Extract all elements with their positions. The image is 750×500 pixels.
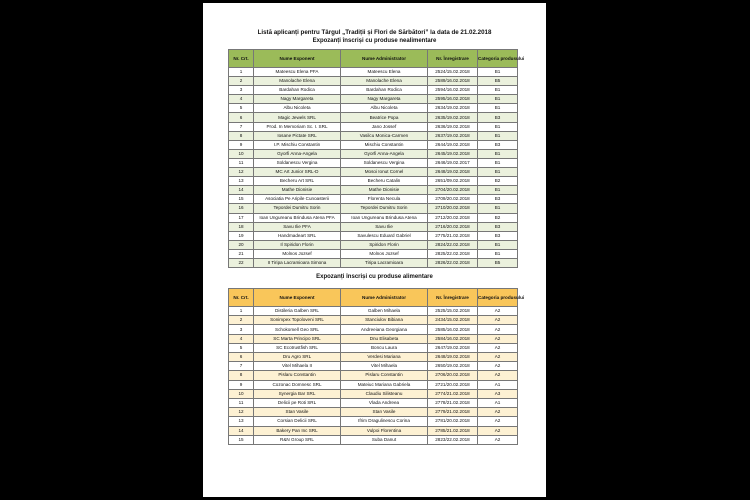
cell-nr-crt: 15 bbox=[229, 435, 254, 444]
table-row bbox=[229, 240, 518, 249]
cell-nr-inregistrare: 2704/20.02.2018 bbox=[428, 186, 478, 195]
cell-categoria: B1 bbox=[478, 168, 518, 177]
table-row bbox=[229, 177, 518, 186]
cell-nume-administrator: Mischiu Constantin bbox=[341, 140, 428, 149]
cell-nume-exponent: Gyorfi Anna-Angela bbox=[254, 149, 341, 158]
cell-nume-exponent: Molnos Jozsef bbox=[254, 249, 341, 258]
cell-nr-crt: 1 bbox=[229, 68, 254, 77]
cell-categoria: B1 bbox=[478, 95, 518, 104]
cell-nr-inregistrare: 2716/20.02.2018 bbox=[428, 222, 478, 231]
cell-nr-crt: 14 bbox=[229, 426, 254, 435]
cell-nr-inregistrare: 2524/15.02.2018 bbox=[428, 68, 478, 77]
cell-nume-administrator: Dnu Elisabeta bbox=[341, 334, 428, 343]
cell-nume-exponent: Mathe Dionisie bbox=[254, 186, 341, 195]
cell-nume-exponent: R&N Group SRL bbox=[254, 435, 341, 444]
cell-categoria: B1 bbox=[478, 68, 518, 77]
cell-categoria: B1 bbox=[478, 122, 518, 131]
header-nume-administrator: Nume Administrator bbox=[341, 50, 428, 68]
table-row bbox=[229, 231, 518, 240]
cell-nr-inregistrare: 2594/16.02.2018 bbox=[428, 86, 478, 95]
document-page bbox=[203, 3, 546, 497]
header-nume-exponent: Nume Exponent bbox=[254, 50, 341, 68]
cell-nr-inregistrare: 2709/20.02.2018 bbox=[428, 195, 478, 204]
table-row bbox=[229, 213, 518, 222]
cell-nr-crt: 19 bbox=[229, 231, 254, 240]
cell-nr-crt: 12 bbox=[229, 408, 254, 417]
cell-nume-administrator: Galben Mihaela bbox=[341, 307, 428, 316]
cell-nr-inregistrare: 2584/16.02.2018 bbox=[428, 334, 478, 343]
cell-categoria: A2 bbox=[478, 426, 518, 435]
cell-nr-crt: 15 bbox=[229, 195, 254, 204]
cell-nume-exponent: Prod. In Memoriam Sc. I. SRL bbox=[254, 122, 341, 131]
cell-nr-crt: 14 bbox=[229, 186, 254, 195]
cell-nr-crt: 21 bbox=[229, 249, 254, 258]
cell-nr-crt: 11 bbox=[229, 158, 254, 167]
cell-nr-inregistrare: 2434/15.02.2018 bbox=[428, 316, 478, 325]
cell-nume-administrator: Vasilcu Monica-Carmen bbox=[341, 131, 428, 140]
header-nr-crt: Nr. Crt. bbox=[229, 50, 254, 68]
table-body-alimentare bbox=[229, 307, 518, 445]
cell-categoria: B1 bbox=[478, 249, 518, 258]
cell-nume-exponent: Iosane Pictate SRL bbox=[254, 131, 341, 140]
cell-categoria: B3 bbox=[478, 195, 518, 204]
table-row bbox=[229, 86, 518, 95]
cell-nume-exponent: SC Ecotrustfish SRL bbox=[254, 343, 341, 352]
table-nealimentare bbox=[228, 49, 525, 268]
cell-nr-crt: 2 bbox=[229, 316, 254, 325]
table-row bbox=[229, 398, 518, 407]
cell-nume-exponent: Albu Nicoleta bbox=[254, 104, 341, 113]
cell-categoria: A1 bbox=[478, 380, 518, 389]
cell-nume-exponent: Schokomell Geo SRL bbox=[254, 325, 341, 334]
cell-nr-inregistrare: 2823/22.02.2018 bbox=[428, 435, 478, 444]
cell-categoria: A2 bbox=[478, 371, 518, 380]
cell-nume-administrator: Andreeiana Georgiana bbox=[341, 325, 428, 334]
cell-nume-exponent: Vitel Mihaela II bbox=[254, 362, 341, 371]
cell-nr-crt: 12 bbox=[229, 168, 254, 177]
cell-nr-crt: 11 bbox=[229, 398, 254, 407]
cell-nume-exponent: Mateescu Elena PFA bbox=[254, 68, 341, 77]
cell-nume-exponent: Savu Ilie PFA bbox=[254, 222, 341, 231]
cell-nr-crt: 6 bbox=[229, 353, 254, 362]
cell-nr-inregistrare: 2651/09.02.2018 bbox=[428, 177, 478, 186]
cell-nume-exponent: II Tiripa Lacramioara Simona bbox=[254, 258, 341, 267]
cell-nr-inregistrare: 2650/19.02.2018 bbox=[428, 362, 478, 371]
cell-categoria: A2 bbox=[478, 435, 518, 444]
table-row bbox=[229, 168, 518, 177]
cell-nr-crt: 6 bbox=[229, 113, 254, 122]
cell-nr-inregistrare: 2824/22.02.2018 bbox=[428, 240, 478, 249]
cell-categoria: B3 bbox=[478, 231, 518, 240]
table-row bbox=[229, 258, 518, 267]
cell-nr-inregistrare: 2644/19.02.2018 bbox=[428, 140, 478, 149]
cell-nr-crt: 8 bbox=[229, 371, 254, 380]
document-title: Listă aplicanți pentru Târgul „Tradiții și Flori de Sărbători” la data de 21.02.2018 bbox=[257, 29, 492, 36]
cell-nume-exponent: Manolache Elena bbox=[254, 77, 341, 86]
cell-nr-inregistrare: 2721/20.02.2018 bbox=[428, 380, 478, 389]
cell-nume-administrator: Tepordei Dumitru Sorin bbox=[341, 204, 428, 213]
cell-nr-inregistrare: 2525/15.02.2018 bbox=[428, 307, 478, 316]
cell-nume-exponent: Il Spiridon Florin bbox=[254, 240, 341, 249]
cell-nume-exponent: Sonimpex Topoloveni SRL bbox=[254, 316, 341, 325]
table-row bbox=[229, 77, 518, 86]
cell-categoria: A2 bbox=[478, 408, 518, 417]
cell-nr-crt: 5 bbox=[229, 343, 254, 352]
cell-nr-crt: 17 bbox=[229, 213, 254, 222]
cell-nr-crt: 16 bbox=[229, 204, 254, 213]
table-row bbox=[229, 122, 518, 131]
cell-categoria: B3 bbox=[478, 140, 518, 149]
table-row bbox=[229, 389, 518, 398]
section-title-alimentare: Expozanți înscriși cu produse alimentare bbox=[316, 274, 433, 281]
table-row bbox=[229, 222, 518, 231]
cell-nr-crt: 7 bbox=[229, 362, 254, 371]
cell-nume-administrator: Pislaru Constantin bbox=[341, 371, 428, 380]
cell-nume-administrator: Savu Ilie bbox=[341, 222, 428, 231]
table-row bbox=[229, 149, 518, 158]
table-row bbox=[229, 104, 518, 113]
header-nume-administrator: Nume Administrator bbox=[341, 289, 428, 307]
cell-categoria: A2 bbox=[478, 417, 518, 426]
header-nr-inregistrare: Nr. Înregistrare bbox=[428, 289, 478, 307]
cell-nr-inregistrare: 2637/19.02.2018 bbox=[428, 131, 478, 140]
cell-nume-exponent: Nagy Margareta bbox=[254, 95, 341, 104]
cell-nr-crt: 1 bbox=[229, 307, 254, 316]
cell-categoria: A2 bbox=[478, 334, 518, 343]
cell-nume-administrator: Ifrim Dragulinescu Corina bbox=[341, 417, 428, 426]
cell-categoria: B1 bbox=[478, 104, 518, 113]
cell-nr-inregistrare: 2781/20.02.2018 bbox=[428, 417, 478, 426]
cell-nr-inregistrare: 2779/21.02.2018 bbox=[428, 408, 478, 417]
cell-nume-exponent: Corsian Delicii SRL bbox=[254, 417, 341, 426]
cell-categoria: A2 bbox=[478, 353, 518, 362]
cell-categoria: A2 bbox=[478, 307, 518, 316]
cell-nume-administrator: Albu Nicoleta bbox=[341, 104, 428, 113]
cell-nr-crt: 5 bbox=[229, 104, 254, 113]
header-nr-crt: Nr. Crt. bbox=[229, 289, 254, 307]
cell-categoria: B1 bbox=[478, 158, 518, 167]
table-row bbox=[229, 353, 518, 362]
table-row bbox=[229, 186, 518, 195]
cell-nr-inregistrare: 2775/21.02.2018 bbox=[428, 231, 478, 240]
cell-nume-exponent: Handmadeart SRL bbox=[254, 231, 341, 240]
cell-categoria: A3 bbox=[478, 389, 518, 398]
cell-nr-crt: 2 bbox=[229, 77, 254, 86]
cell-nume-administrator: Vulpoi Florentina bbox=[341, 426, 428, 435]
cell-categoria: B1 bbox=[478, 240, 518, 249]
cell-nume-administrator: Ioan Ungureanu Brindusa Atena bbox=[341, 213, 428, 222]
cell-nr-crt: 3 bbox=[229, 325, 254, 334]
table-row bbox=[229, 408, 518, 417]
cell-categoria: B1 bbox=[478, 131, 518, 140]
cell-categoria: A2 bbox=[478, 343, 518, 352]
cell-nr-inregistrare: 2595/16.02.2018 bbox=[428, 95, 478, 104]
cell-nume-administrator: Florenta Necula bbox=[341, 195, 428, 204]
table-row bbox=[229, 131, 518, 140]
cell-categoria: B3 bbox=[478, 113, 518, 122]
cell-nr-inregistrare: 2706/20.02.2018 bbox=[428, 371, 478, 380]
cell-nume-administrator: Jano Jossef bbox=[341, 122, 428, 131]
cell-nr-inregistrare: 2585/16.02.2018 bbox=[428, 325, 478, 334]
cell-nr-inregistrare: 2589/16.02.2018 bbox=[428, 77, 478, 86]
cell-nr-crt: 10 bbox=[229, 389, 254, 398]
cell-nr-inregistrare: 2648/19.02.2018 bbox=[428, 353, 478, 362]
cell-nume-administrator: Bardahan Rodica bbox=[341, 86, 428, 95]
cell-nume-administrator: Stanciulov Bibiana bbox=[341, 316, 428, 325]
cell-nr-crt: 10 bbox=[229, 149, 254, 158]
table-row bbox=[229, 140, 518, 149]
cell-categoria: B1 bbox=[478, 186, 518, 195]
table-row bbox=[229, 426, 518, 435]
cell-nr-crt: 9 bbox=[229, 380, 254, 389]
cell-nr-inregistrare: 2647/19.02.2018 bbox=[428, 343, 478, 352]
cell-nr-crt: 4 bbox=[229, 334, 254, 343]
table-row bbox=[229, 204, 518, 213]
cell-nume-exponent: Ioan Ungureanu Brindusa Atena PFA bbox=[254, 213, 341, 222]
table-row bbox=[229, 195, 518, 204]
cell-nume-administrator: Beatrice Popa bbox=[341, 113, 428, 122]
cell-categoria: B1 bbox=[478, 149, 518, 158]
cell-nume-administrator: Mateiuc Mariana Gabriela bbox=[341, 380, 428, 389]
cell-nume-exponent: Synergia Bar SRL bbox=[254, 389, 341, 398]
cell-nume-exponent: Pislaru Constantin bbox=[254, 371, 341, 380]
cell-nr-inregistrare: 2645/19.02.2018 bbox=[428, 149, 478, 158]
cell-nr-crt: 4 bbox=[229, 95, 254, 104]
cell-categoria: B2 bbox=[478, 177, 518, 186]
cell-nr-inregistrare: 2710/20.02.2018 bbox=[428, 204, 478, 213]
cell-nume-exponent: Bakery Pan Inc SRL bbox=[254, 426, 341, 435]
table-row bbox=[229, 343, 518, 352]
cell-nr-crt: 18 bbox=[229, 222, 254, 231]
cell-nr-crt: 20 bbox=[229, 240, 254, 249]
cell-nr-crt: 9 bbox=[229, 140, 254, 149]
header-nr-inregistrare: Nr. Înregistrare bbox=[428, 50, 478, 68]
cell-nume-exponent: I.P. Mischiu Constantin bbox=[254, 140, 341, 149]
cell-nr-inregistrare: 2774/21.02.2018 bbox=[428, 389, 478, 398]
cell-categoria: A1 bbox=[478, 398, 518, 407]
cell-nume-administrator: Claudiu Silisteanu bbox=[341, 389, 428, 398]
cell-nume-exponent: Becheru Art SRL bbox=[254, 177, 341, 186]
cell-nr-inregistrare: 2636/19.02.2018 bbox=[428, 122, 478, 131]
cell-nume-administrator: Stan Vasile bbox=[341, 408, 428, 417]
cell-nume-administrator: Molnos Jozsef bbox=[341, 249, 428, 258]
cell-nume-administrator: Spiridon Florin bbox=[341, 240, 428, 249]
table-row bbox=[229, 113, 518, 122]
cell-categoria: B5 bbox=[478, 77, 518, 86]
cell-nume-exponent: Distileria Galben SRL bbox=[254, 307, 341, 316]
cell-nr-inregistrare: 2826/22.02.2018 bbox=[428, 258, 478, 267]
cell-nume-administrator: Mathe Dionisie bbox=[341, 186, 428, 195]
table-row bbox=[229, 362, 518, 371]
cell-nr-inregistrare: 2785/21.02.2018 bbox=[428, 426, 478, 435]
cell-nr-inregistrare: 2635/19.02.2018 bbox=[428, 113, 478, 122]
cell-nr-inregistrare: 2778/21.02.2018 bbox=[428, 398, 478, 407]
table-row bbox=[229, 307, 518, 316]
cell-nume-administrator: Mateescu Elena bbox=[341, 68, 428, 77]
section-title-nealimentare: Expozanți înscriși cu produse nealimentare bbox=[312, 38, 437, 44]
cell-nume-administrator: Manolache Elena bbox=[341, 77, 428, 86]
cell-categoria: B1 bbox=[478, 86, 518, 95]
cell-nume-administrator: Becheru Catalin bbox=[341, 177, 428, 186]
cell-categoria: B5 bbox=[478, 258, 518, 267]
cell-nume-exponent: Bardahan Rodica bbox=[254, 86, 341, 95]
cell-nume-administrator: Nagy Margareta bbox=[341, 95, 428, 104]
table-header-row bbox=[229, 289, 518, 307]
cell-nume-administrator: Tiripa Lacramioara bbox=[341, 258, 428, 267]
cell-nr-inregistrare: 2648/19.02.2018 bbox=[428, 168, 478, 177]
table-row bbox=[229, 371, 518, 380]
cell-nr-crt: 13 bbox=[229, 417, 254, 426]
cell-nume-administrator: Vlada Andreea bbox=[341, 398, 428, 407]
table-row bbox=[229, 334, 518, 343]
header-categoria: Categoria produsului bbox=[478, 289, 518, 307]
cell-nr-crt: 13 bbox=[229, 177, 254, 186]
cell-nume-exponent: MC Art Junior SRL-D bbox=[254, 168, 341, 177]
cell-nume-administrator: Boncu Laura bbox=[341, 343, 428, 352]
cell-nume-administrator: Gyorfi Anna-Angela bbox=[341, 149, 428, 158]
cell-nume-administrator: Verdesi Mariana bbox=[341, 353, 428, 362]
cell-nume-exponent: Asociatia Pe Aripile Cunoasterii bbox=[254, 195, 341, 204]
table-row bbox=[229, 68, 518, 77]
cell-nume-exponent: Soldanescu Vergina bbox=[254, 158, 341, 167]
cell-categoria: B3 bbox=[478, 222, 518, 231]
cell-nr-inregistrare: 2646/19.02.2017 bbox=[428, 158, 478, 167]
cell-nume-exponent: Cozonac Domnesc SRL bbox=[254, 380, 341, 389]
table-row bbox=[229, 435, 518, 444]
header-categoria: Categoria produsului bbox=[478, 50, 518, 68]
cell-nume-exponent: SC Marta Principo SRL bbox=[254, 334, 341, 343]
cell-nr-inregistrare: 2712/20.02.2018 bbox=[428, 213, 478, 222]
cell-nr-crt: 7 bbox=[229, 122, 254, 131]
cell-nume-administrator: Savulescu Eduard Gabriel bbox=[341, 231, 428, 240]
cell-categoria: B1 bbox=[478, 204, 518, 213]
table-row bbox=[229, 417, 518, 426]
cell-categoria: A2 bbox=[478, 362, 518, 371]
cell-nume-administrator: Mosoi Ionut Cornel bbox=[341, 168, 428, 177]
cell-nr-crt: 3 bbox=[229, 86, 254, 95]
cell-nume-administrator: Vitel Mihaela bbox=[341, 362, 428, 371]
table-row bbox=[229, 316, 518, 325]
cell-nume-exponent: Magic Jewels SRL bbox=[254, 113, 341, 122]
cell-nr-crt: 8 bbox=[229, 131, 254, 140]
cell-nr-crt: 22 bbox=[229, 258, 254, 267]
cell-nume-exponent: Tepordei Dumitru Sorin bbox=[254, 204, 341, 213]
cell-nume-exponent: Stan Vasile bbox=[254, 408, 341, 417]
table-body-nealimentare bbox=[229, 68, 518, 268]
cell-nume-exponent: Delicii pe Roti SRL bbox=[254, 398, 341, 407]
cell-nume-exponent: Dru Agro SRL bbox=[254, 353, 341, 362]
table-header-row bbox=[229, 50, 518, 68]
table-row bbox=[229, 95, 518, 104]
cell-nr-inregistrare: 2634/19.02.2018 bbox=[428, 104, 478, 113]
table-alimentare bbox=[228, 288, 525, 445]
cell-nr-inregistrare: 2825/22.02.2018 bbox=[428, 249, 478, 258]
table-row bbox=[229, 158, 518, 167]
cell-categoria: A2 bbox=[478, 325, 518, 334]
header-nume-exponent: Nume Exponent bbox=[254, 289, 341, 307]
cell-nume-administrator: Suba Danut bbox=[341, 435, 428, 444]
cell-nume-administrator: Soldanescu Vergina bbox=[341, 158, 428, 167]
cell-categoria: B2 bbox=[478, 213, 518, 222]
table-row bbox=[229, 249, 518, 258]
table-row bbox=[229, 380, 518, 389]
cell-categoria: A2 bbox=[478, 316, 518, 325]
table-row bbox=[229, 325, 518, 334]
